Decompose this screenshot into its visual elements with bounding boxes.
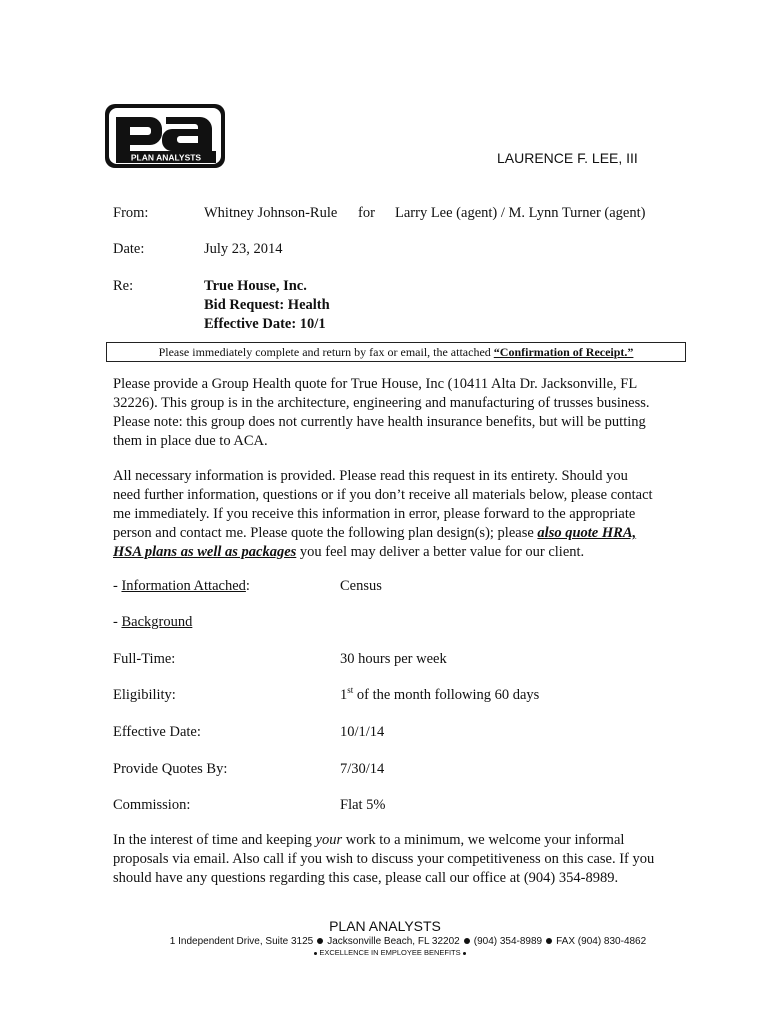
emphasis-your: your bbox=[315, 832, 343, 848]
info-label: Information Attached bbox=[121, 578, 246, 594]
fulltime-label: Full-Time: bbox=[113, 651, 176, 667]
paragraph-line: 32226). This group is in the architecture, engineering and manufacturing of trusses business. bbox=[113, 395, 650, 411]
paragraph-text: work to a minimum, we welcome your informal bbox=[342, 832, 625, 848]
background-prefix: - bbox=[113, 614, 122, 630]
date-label: Date: bbox=[113, 241, 145, 257]
confirmation-of-receipt-link[interactable]: “Confirmation of Receipt.” bbox=[493, 345, 634, 359]
agent-name: LAURENCE F. LEE, III bbox=[497, 150, 638, 166]
footer-company-name: PLAN ANALYSTS bbox=[329, 918, 441, 934]
paragraph-line: need further information, questions or if you don’t receive all materials below, please contact bbox=[113, 487, 653, 503]
paragraph-line bbox=[113, 831, 683, 850]
eligibility-text: of the month following 60 days bbox=[353, 687, 540, 703]
date-value: July 23, 2014 bbox=[204, 241, 283, 257]
footer-address bbox=[0, 936, 770, 947]
paragraph-line: Please note: this group does not currently have health insurance benefits, but will be putting bbox=[113, 414, 646, 430]
footer-street: 1 Independent Drive, Suite 3125 bbox=[169, 936, 314, 947]
for-label: for bbox=[358, 205, 375, 221]
confirmation-notice bbox=[106, 342, 686, 362]
fulltime-value: 30 hours per week bbox=[340, 651, 447, 667]
re-line-1: True House, Inc. bbox=[204, 278, 307, 294]
notice-text: Please immediately complete and return by fax or email, the attached bbox=[158, 345, 494, 359]
paragraph-line bbox=[113, 543, 683, 562]
paragraph-line: All necessary information is provided. Please read this request in its entirety. Should you bbox=[113, 468, 628, 484]
info-colon: : bbox=[245, 578, 250, 594]
effective-date-label: Effective Date: bbox=[113, 724, 201, 740]
effective-date-value: 10/1/14 bbox=[340, 724, 385, 740]
footer-phone: (904) 354-8989 bbox=[473, 936, 543, 947]
re-label: Re: bbox=[113, 278, 134, 294]
info-prefix: - bbox=[113, 578, 122, 594]
paragraph-line bbox=[113, 524, 683, 543]
from-label: From: bbox=[113, 205, 149, 221]
emphasis-hsa: HSA plans as well as packages bbox=[113, 544, 297, 560]
logo-banner-text: PLAN ANALYSTS bbox=[130, 152, 202, 163]
quotes-by-value: 7/30/14 bbox=[340, 761, 385, 777]
footer-city: Jacksonville Beach, FL 32202 bbox=[327, 936, 460, 947]
paragraph-text: In the interest of time and keeping bbox=[113, 832, 316, 848]
paragraph-1 bbox=[113, 375, 683, 451]
background-label: Background bbox=[121, 614, 193, 630]
paragraph-line: them in place due to ACA. bbox=[113, 433, 268, 449]
paragraph-2 bbox=[113, 467, 683, 562]
re-line-2: Bid Request: Health bbox=[204, 297, 330, 313]
emphasis-hra: also quote HRA, bbox=[537, 525, 637, 541]
commission-value: Flat 5% bbox=[340, 797, 386, 813]
from-value: Whitney Johnson-Rule bbox=[204, 205, 338, 221]
eligibility-number: 1 bbox=[340, 687, 348, 703]
logo-graphic bbox=[104, 103, 226, 169]
paragraph-line: me immediately. If you receive this information in error, please forward to the appropriate bbox=[113, 506, 636, 522]
commission-label: Commission: bbox=[113, 797, 191, 813]
paragraph-line: Please provide a Group Health quote for True House, Inc (10411 Alta Dr. Jacksonville, FL bbox=[113, 376, 638, 392]
paragraph-line: proposals via email. Also call if you wish to discuss your competitiveness on this case. If you bbox=[113, 851, 655, 867]
eligibility-label: Eligibility: bbox=[113, 687, 176, 703]
bullet-icon bbox=[317, 938, 323, 944]
quotes-by-label: Provide Quotes By: bbox=[113, 761, 228, 777]
bullet-icon bbox=[463, 952, 466, 955]
footer-tagline-text: EXCELLENCE IN EMPLOYEE BENEFITS bbox=[319, 948, 461, 957]
bullet-icon bbox=[464, 938, 470, 944]
info-attached-value: Census bbox=[340, 578, 382, 594]
eligibility-suffix: st bbox=[347, 685, 354, 695]
plan-analysts-logo bbox=[104, 103, 226, 169]
for-value: Larry Lee (agent) / M. Lynn Turner (agent) bbox=[395, 205, 646, 221]
bullet-icon bbox=[546, 938, 552, 944]
eligibility-value bbox=[340, 687, 539, 704]
re-line-3: Effective Date: 10/1 bbox=[204, 316, 326, 332]
paragraph-line: should have any questions regarding this case, please call our office at (904) 354-8989. bbox=[113, 870, 619, 886]
footer-fax: FAX (904) 830-4862 bbox=[556, 936, 647, 947]
paragraph-text: you feel may deliver a better value for our client. bbox=[296, 544, 585, 560]
footer-tagline bbox=[0, 948, 770, 957]
background-heading bbox=[113, 614, 192, 631]
paragraph-3 bbox=[113, 831, 683, 888]
bullet-icon bbox=[314, 952, 317, 955]
paragraph-text: person and contact me. Please quote the following plan design(s); please bbox=[113, 525, 538, 541]
info-attached-label bbox=[113, 578, 250, 595]
